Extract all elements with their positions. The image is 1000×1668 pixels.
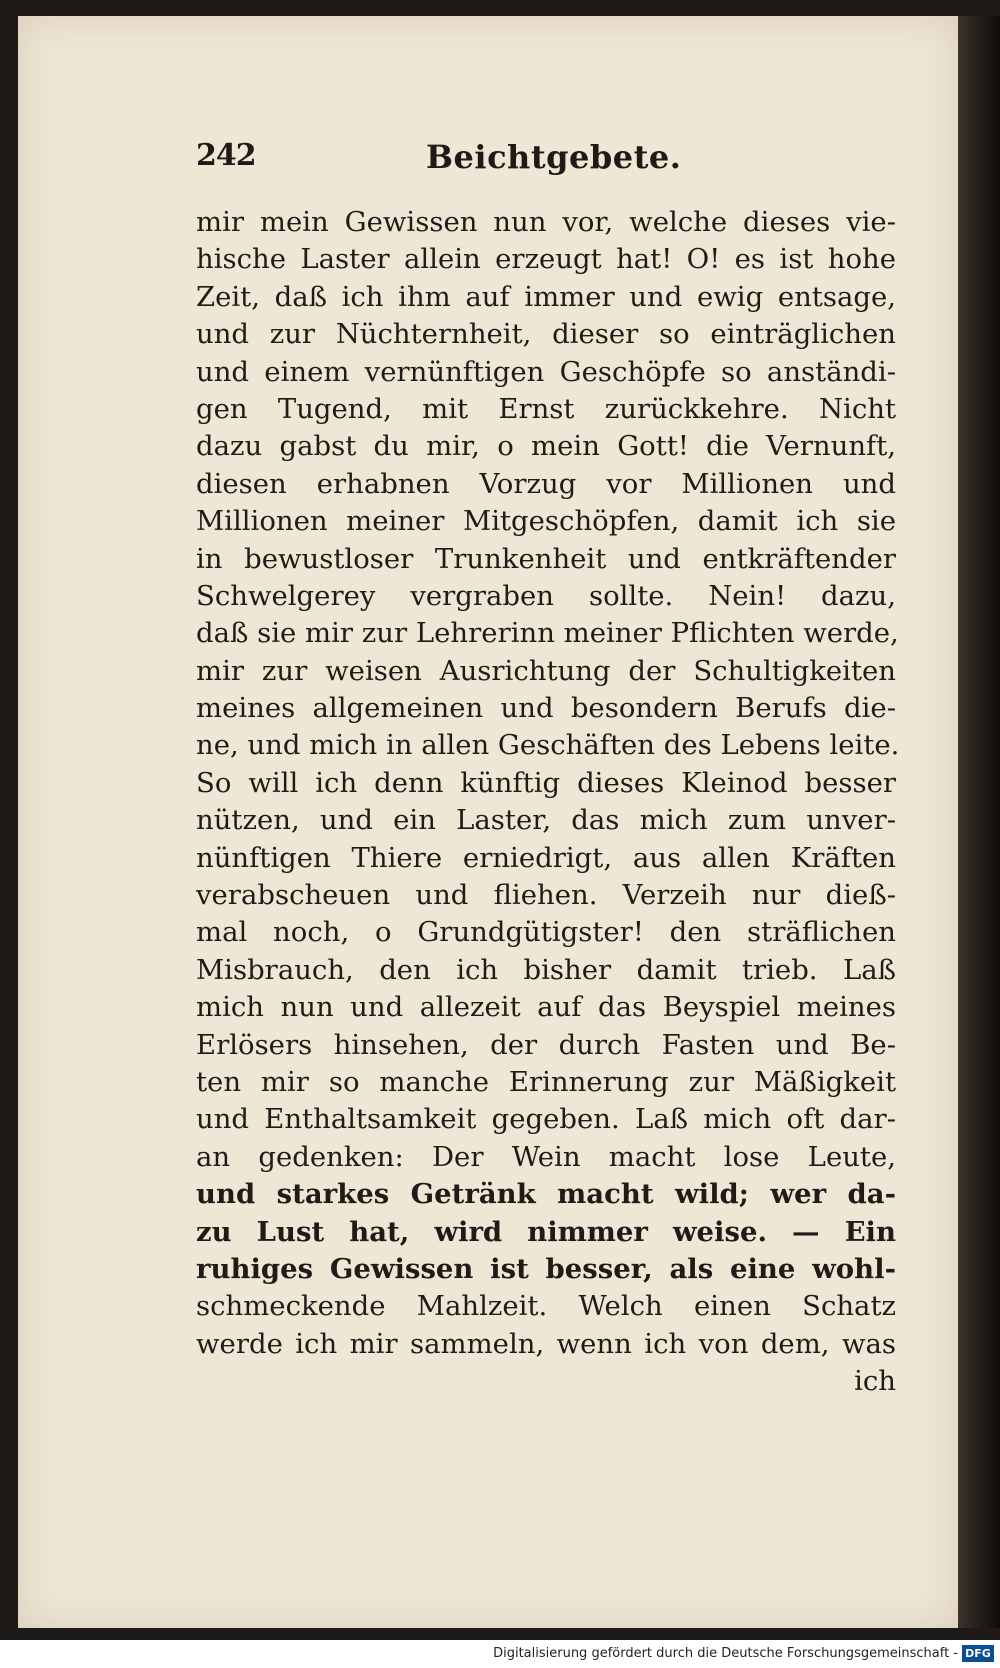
text-line: ne, und mich in allen Geschäften des Lebens leite. — [196, 729, 900, 762]
text-line: diesen erhabnen Vorzug vor Millionen und — [196, 467, 896, 500]
text-line: und einem vernünftigen Geschöpfe so anständi- — [196, 355, 896, 388]
text-line: hische Laster allein erzeugt hat! O! es ist hohe — [196, 243, 896, 276]
running-head — [196, 138, 936, 188]
text-line: mir mein Gewissen nun vor, welche dieses vie- — [196, 206, 896, 238]
text-line: mich nun und allezeit auf das Beyspiel meines — [196, 991, 896, 1024]
digitization-footer — [0, 1640, 1000, 1668]
text-line: Zeit, daß ich ihm auf immer und ewig entsage, — [196, 280, 896, 313]
text-line: schmeckende Mahlzeit. Welch einen Schatz — [196, 1290, 896, 1323]
text-line: So will ich denn künftig dieses Kleinod besser — [196, 766, 896, 799]
text-line: mal noch, o Grundgütigster! den sträflichen — [196, 916, 896, 949]
text-line: nünftigen Thiere erniedrigt, aus allen Kräften — [196, 841, 896, 874]
text-line: und zur Nüchternheit, dieser so einträglichen — [196, 318, 896, 351]
text-line: Schwelgerey vergraben sollte. Nein! dazu, — [196, 579, 896, 612]
text-line: verabscheuen und fliehen. Verzeih nur dieß- — [196, 879, 896, 912]
text-line: ten mir so manche Erinnerung zur Mäßigkeit — [196, 1065, 896, 1098]
text-line: Erlösers hinsehen, der durch Fasten und Be- — [196, 1028, 896, 1061]
text-line: nützen, und ein Laster, das mich zum unver- — [196, 804, 896, 837]
text-line: werde ich mir sammeln, wenn ich von dem, was — [196, 1327, 896, 1360]
body-text — [196, 204, 900, 1401]
text-line: in bewustloser Trunkenheit und entkräftender — [196, 542, 896, 575]
text-line: an gedenken: Der Wein macht lose Leute, — [196, 1140, 896, 1173]
text-line: gen Tugend, mit Ernst zurückkehre. Nicht — [196, 392, 896, 425]
catchword: ich — [854, 1365, 896, 1398]
text-line: und Enthaltsamkeit gegeben. Laß mich oft dar- — [196, 1103, 896, 1136]
text-line: mir zur weisen Ausrichtung der Schultigkeiten — [196, 654, 896, 687]
text-line-bold-quote: ruhiges Gewissen ist besser, als eine wohl- — [196, 1252, 896, 1285]
text-line: Millionen meiner Mitgeschöpfen, damit ich sie — [196, 505, 896, 538]
text-line: dazu gabst du mir, o mein Gott! die Vernunft, — [196, 430, 896, 463]
running-title: Beichtgebete. — [426, 138, 682, 176]
book-spine-edge — [958, 16, 1000, 1628]
dfg-logo: DFG — [962, 1645, 994, 1662]
text-line-bold-quote: zu Lust hat, wird nimmer weise. — Ein — [196, 1215, 896, 1248]
text-line: daß sie mir zur Lehrerinn meiner Pflichten werde, — [196, 617, 899, 650]
text-line-bold-quote: und starkes Getränk macht wild; wer da- — [196, 1178, 896, 1211]
text-line: meines allgemeinen und besondern Berufs die- — [196, 692, 896, 725]
footer-credit: Digitalisierung gefördert durch die Deutsche Forschungsgemeinschaft - — [493, 1646, 958, 1661]
page-number: 242 — [196, 138, 256, 173]
text-line: Misbrauch, den ich bisher damit trieb. Laß — [196, 953, 896, 986]
